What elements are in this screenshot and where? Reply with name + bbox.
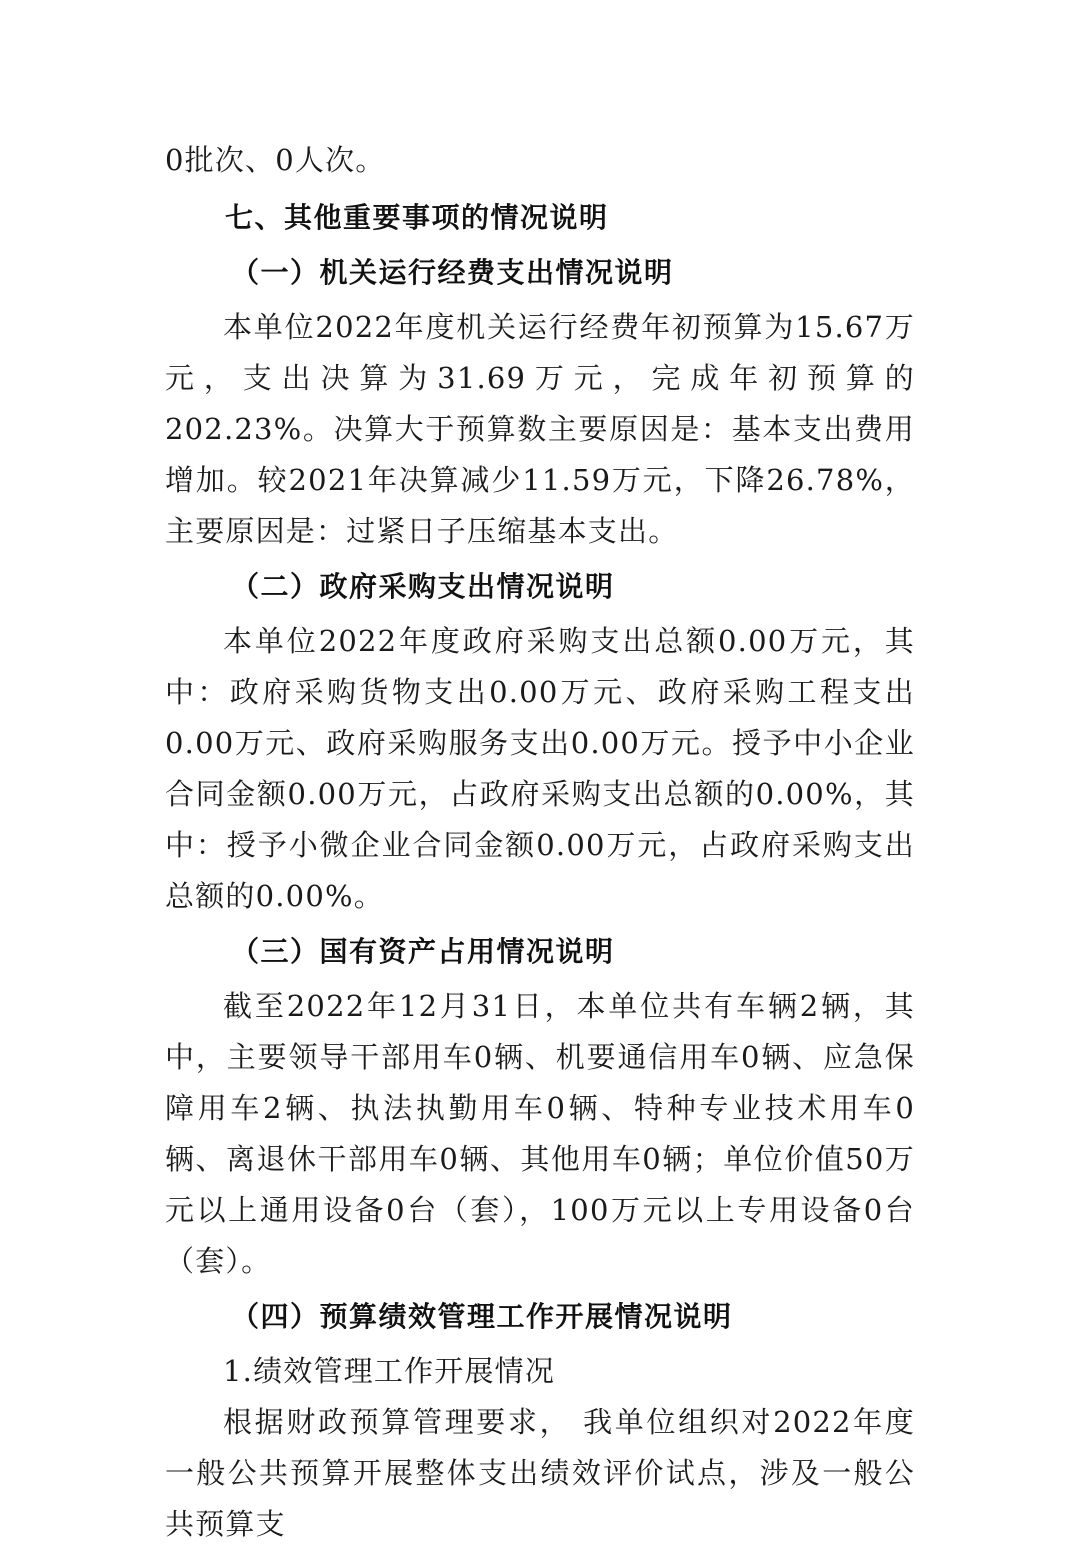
section-heading: 七、其他重要事项的情况说明: [225, 201, 609, 234]
subsection-4-heading: （四）预算绩效管理工作开展情况说明: [231, 1300, 733, 1333]
subsection-4-item-1-body: 根据财政预算管理要求， 我单位组织对2022年度一般公共预算开展整体支出绩效评价试点，涉及一般公共预算支: [165, 1405, 915, 1541]
subsection-2-heading: （二）政府采购支出情况说明: [231, 570, 615, 603]
subsection-2-body: 本单位2022年度政府采购支出总额0.00万元，其中：政府采购货物支出0.00万元、政府采购工程支出0.00万元、政府采购服务支出0.00万元。授予中小企业合同金额0.00万元，占政府采购支出总额的0.00%，其中：授予小微企业合同金额0.00万元，占政府采购支出总额的0.00%。: [165, 624, 915, 913]
subsection-4-item-1-title: 1.绩效管理工作开展情况: [223, 1354, 556, 1388]
subsection-3-body: 截至2022年12月31日，本单位共有车辆2辆，其中，主要领导干部用车0辆、机要通信用车0辆、应急保障用车2辆、执法执勤用车0辆、特种专业技术用车0辆、离退休干部用车0辆、其他用车0辆；单位价值50万元以上通用设备0台（套），100万元以上专用设备0台（套）。: [165, 989, 915, 1278]
subsection-1-heading: （一）机关运行经费支出情况说明: [231, 256, 674, 289]
subsection-1-body: 本单位2022年度机关运行经费年初预算为15.67万元，支出决算为31.69万元，完成年初预算的202.23%。决算大于预算数主要原因是：基本支出费用增加。较2021年决算减少11.59万元，下降26.78%，主要原因是：过紧日子压缩基本支出。: [165, 310, 915, 548]
subsection-3-heading: （三）国有资产占用情况说明: [231, 935, 615, 968]
continuation-paragraph: 0批次、0人次。: [165, 143, 386, 177]
document-body: [165, 135, 915, 1550]
